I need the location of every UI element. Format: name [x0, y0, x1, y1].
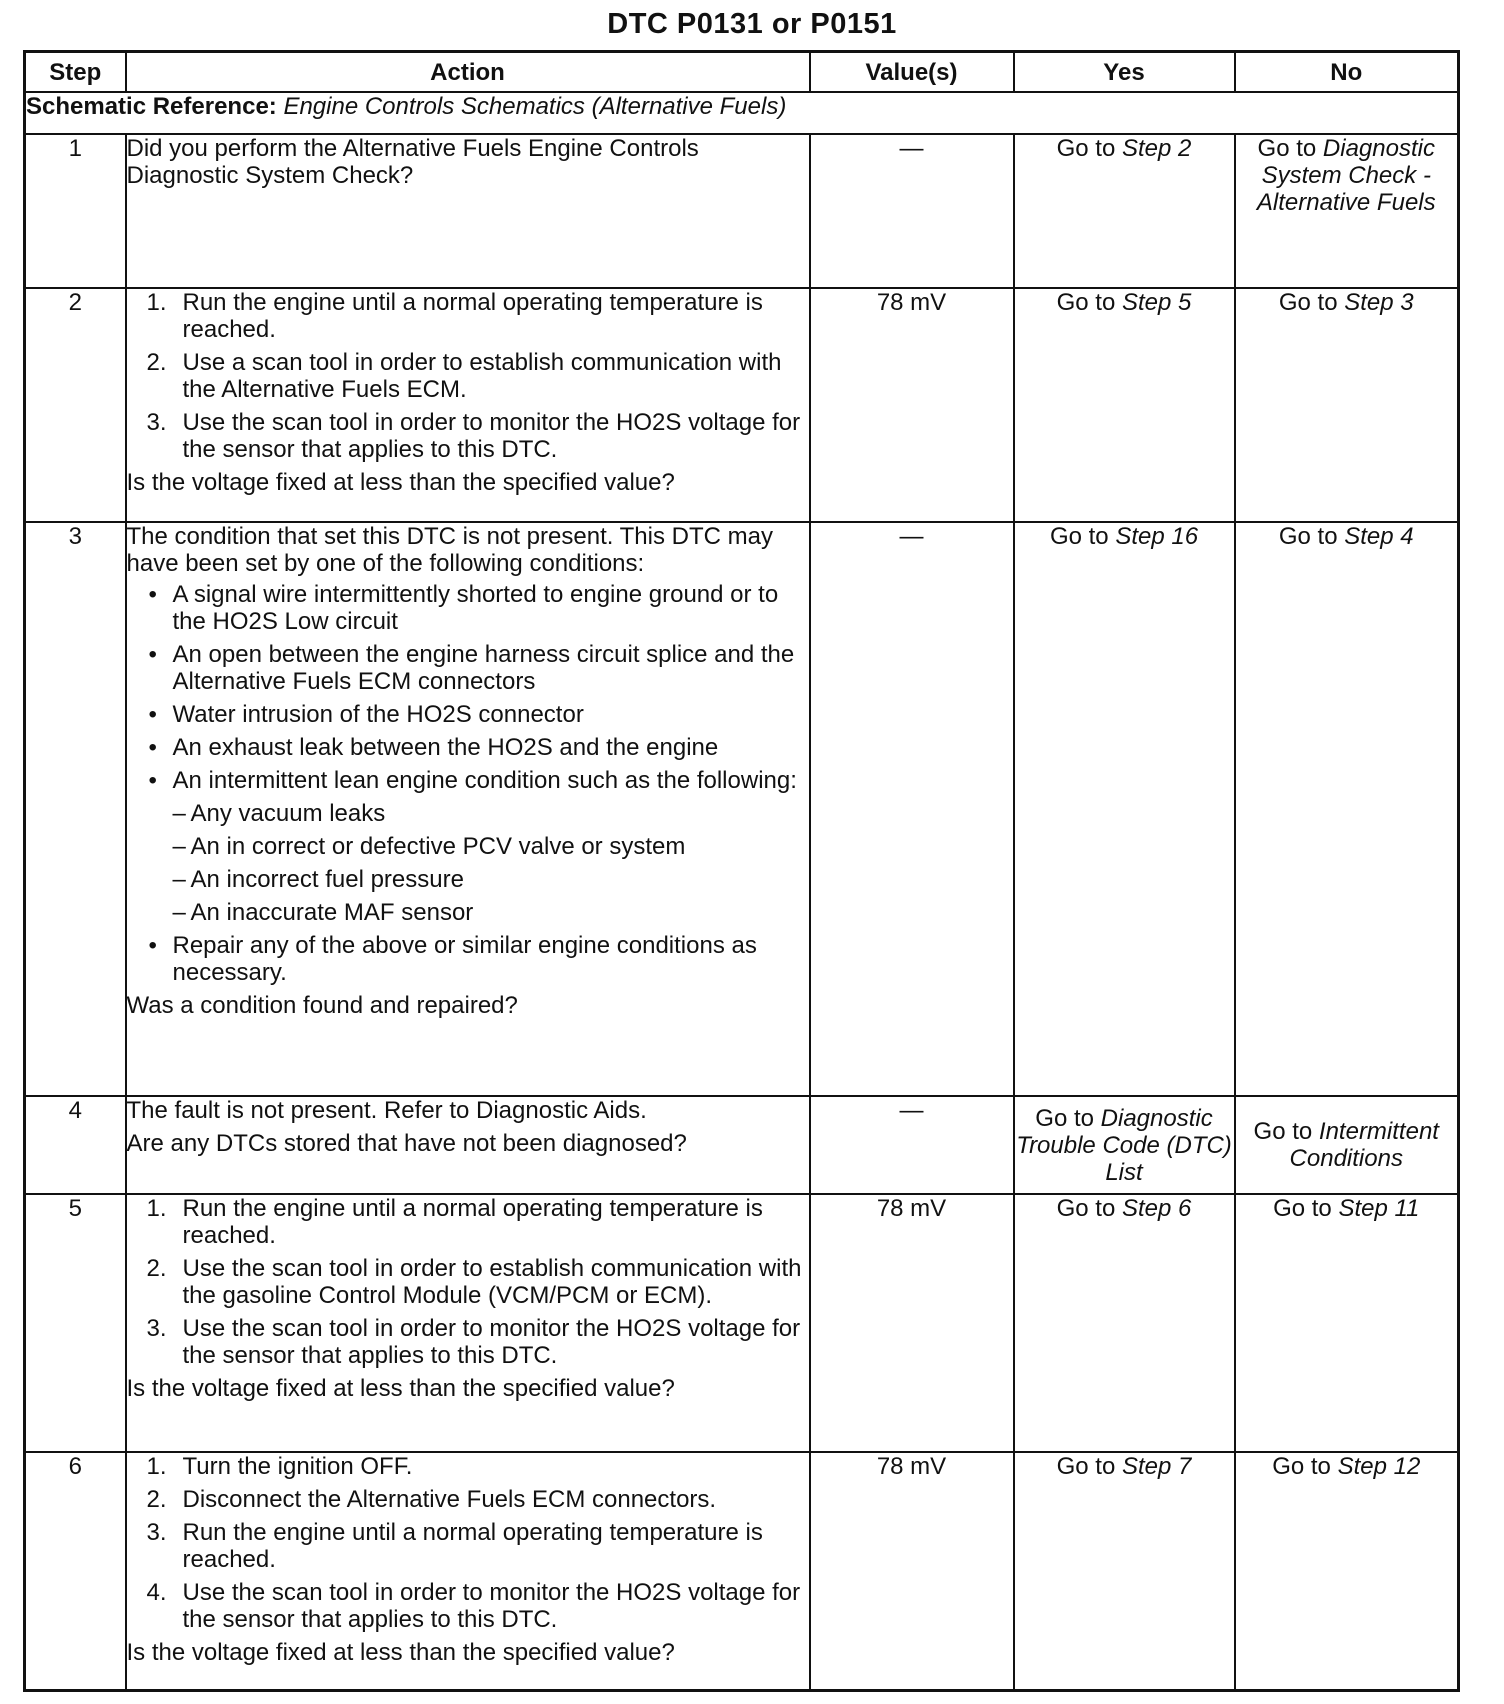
table-row — [25, 1452, 1459, 1690]
yes-cell — [1014, 522, 1235, 1096]
bullet-list — [127, 581, 809, 986]
list-item: • An exhaust leak between the HO2S and the engine — [148, 734, 719, 761]
no-destination: Step 11 — [1338, 1195, 1420, 1222]
value-cell: — — [810, 1096, 1014, 1194]
page-title: DTC P0131 or P0151 — [607, 8, 897, 40]
sub-list-item: – Any vacuum leaks — [172, 800, 386, 827]
action-cell — [126, 134, 810, 288]
no-cell — [1235, 522, 1459, 1096]
list-item: 4. Use the scan tool in order to monitor the HO2S voltage for the sensor that applies to this DTC. — [146, 1579, 801, 1633]
table-row — [25, 1194, 1459, 1452]
numbered-list — [127, 1195, 809, 1369]
list-number: 3. — [146, 409, 167, 436]
no-prefix: Go to — [1272, 1453, 1331, 1480]
list-number: 3. — [146, 1519, 167, 1546]
sub-list-item: – An incorrect fuel pressure — [172, 866, 464, 893]
value-cell: 78 mV — [810, 1194, 1014, 1452]
action-cell — [126, 522, 810, 1096]
yes-cell — [1014, 1452, 1235, 1690]
list-number: 2. — [146, 1486, 167, 1513]
step-number: 6 — [25, 1452, 126, 1690]
table-row — [25, 134, 1459, 288]
list-item: • Repair any of the above or similar engine conditions as necessary. — [148, 932, 757, 986]
question-text: Are any DTCs stored that have not been diagnosed? — [126, 1130, 687, 1157]
list-number: 3. — [146, 1315, 167, 1342]
schematic-reference-row — [25, 92, 1459, 134]
list-item: • An open between the engine harness circuit splice and the Alternative Fuels ECM connectors — [148, 641, 795, 695]
table-row — [25, 1096, 1459, 1194]
value-cell: — — [810, 134, 1014, 288]
action-text: The condition that set this DTC is not present. This DTC may have been set by one of the following conditions: — [126, 523, 773, 577]
step-number: 2 — [25, 288, 126, 522]
yes-destination: Step 5 — [1121, 289, 1192, 316]
step-number: 3 — [25, 522, 126, 1096]
schematic-reference — [25, 92, 1459, 134]
list-item: 1. Run the engine until a normal operating temperature is reached. — [146, 1195, 763, 1249]
no-cell — [1235, 1452, 1459, 1690]
action-cell — [126, 1194, 810, 1452]
list-item: • An intermittent lean engine condition such as the following: – Any vacuum leaks – An in correct or defective PCV valve or system – An incorrect fuel pressure – An inaccurate MAF sensor — [127, 767, 809, 926]
list-item: 3. Use the scan tool in order to monitor the HO2S voltage for the sensor that applies to this DTC. — [146, 1315, 801, 1369]
yes-destination: Step 2 — [1121, 135, 1192, 162]
no-destination: Step 3 — [1344, 289, 1414, 316]
table-row — [25, 288, 1459, 522]
reference-label: Schematic Reference: — [26, 93, 277, 120]
no-cell — [1235, 1194, 1459, 1452]
diagnostic-table — [23, 50, 1460, 1692]
list-number: 1. — [146, 1195, 167, 1222]
no-destination: Diagnostic System Check - Alternative Fuels — [1256, 135, 1436, 216]
yes-destination: Diagnostic Trouble Code (DTC) List — [1016, 1104, 1232, 1186]
header-values: Value(s) — [810, 52, 1014, 93]
yes-cell — [1014, 1096, 1235, 1194]
yes-destination: Step 16 — [1115, 523, 1199, 550]
list-number: 4. — [146, 1579, 167, 1606]
list-item: • A signal wire intermittently shorted to engine ground or to the HO2S Low circuit — [148, 581, 779, 635]
yes-cell — [1014, 288, 1235, 522]
no-cell — [1235, 288, 1459, 522]
no-cell — [1235, 134, 1459, 288]
header-row — [25, 52, 1459, 93]
list-item: 1. Turn the ignition OFF. — [146, 1453, 413, 1480]
yes-prefix: Go to — [1056, 1453, 1116, 1480]
action-text: The fault is not present. Refer to Diagnostic Aids. — [126, 1097, 647, 1124]
list-number: 2. — [146, 349, 167, 376]
list-item: • Water intrusion of the HO2S connector — [148, 701, 584, 728]
step-number: 4 — [25, 1096, 126, 1194]
list-item: 3. Run the engine until a normal operating temperature is reached. — [146, 1519, 763, 1573]
no-prefix: Go to — [1257, 135, 1317, 162]
value-cell: — — [810, 522, 1014, 1096]
sub-list-item: – An inaccurate MAF sensor — [172, 899, 474, 926]
list-item: 3. Use the scan tool in order to monitor the HO2S voltage for the sensor that applies to this DTC. — [146, 409, 801, 463]
yes-prefix: Go to — [1056, 135, 1116, 162]
no-destination: Step 4 — [1344, 523, 1414, 550]
yes-destination: Step 7 — [1121, 1453, 1192, 1480]
action-cell — [126, 288, 810, 522]
question-text: Was a condition found and repaired? — [126, 992, 518, 1019]
action-text: Did you perform the Alternative Fuels Engine Controls Diagnostic System Check? — [126, 135, 699, 189]
no-destination: Intermittent Conditions — [1289, 1118, 1439, 1172]
header-step: Step — [25, 52, 126, 93]
numbered-list — [127, 1453, 809, 1633]
question-text: Is the voltage fixed at less than the specified value? — [126, 469, 675, 496]
table-row — [25, 522, 1459, 1096]
list-number: 1. — [146, 1453, 167, 1480]
action-cell — [126, 1096, 810, 1194]
yes-destination: Step 6 — [1121, 1195, 1192, 1222]
yes-cell — [1014, 134, 1235, 288]
yes-prefix: Go to — [1056, 289, 1116, 316]
value-cell: 78 mV — [810, 1452, 1014, 1690]
no-prefix: Go to — [1273, 1195, 1332, 1222]
yes-prefix: Go to — [1049, 523, 1109, 550]
list-item: 2. Use the scan tool in order to establish communication with the gasoline Control Module (VCM/PCM or ECM). — [146, 1255, 802, 1309]
list-item: 1. Run the engine until a normal operating temperature is reached. — [146, 289, 763, 343]
sub-list-item: – An in correct or defective PCV valve or system — [172, 833, 686, 860]
action-cell — [126, 1452, 810, 1690]
no-prefix: Go to — [1278, 523, 1338, 550]
list-item: 2. Disconnect the Alternative Fuels ECM connectors. — [146, 1486, 717, 1513]
sub-list — [173, 800, 809, 926]
question-text: Is the voltage fixed at less than the specified value? — [126, 1375, 675, 1402]
no-prefix: Go to — [1253, 1118, 1313, 1145]
numbered-list — [127, 289, 809, 463]
step-number: 1 — [25, 134, 126, 288]
list-number: 2. — [146, 1255, 167, 1282]
step-number: 5 — [25, 1194, 126, 1452]
value-cell: 78 mV — [810, 288, 1014, 522]
yes-prefix: Go to — [1056, 1195, 1116, 1222]
no-destination: Step 12 — [1337, 1453, 1421, 1480]
list-item: 2. Use a scan tool in order to establish communication with the Alternative Fuels ECM. — [146, 349, 782, 403]
no-prefix: Go to — [1278, 289, 1338, 316]
question-text: Is the voltage fixed at less than the specified value? — [126, 1639, 675, 1666]
reference-value: Engine Controls Schematics (Alternative Fuels) — [283, 93, 787, 120]
yes-prefix: Go to — [1035, 1104, 1094, 1132]
no-cell — [1235, 1096, 1459, 1194]
header-yes: Yes — [1014, 52, 1235, 93]
list-number: 1. — [146, 289, 167, 316]
header-action: Action — [126, 52, 810, 93]
header-no: No — [1235, 52, 1459, 93]
yes-cell — [1014, 1194, 1235, 1452]
